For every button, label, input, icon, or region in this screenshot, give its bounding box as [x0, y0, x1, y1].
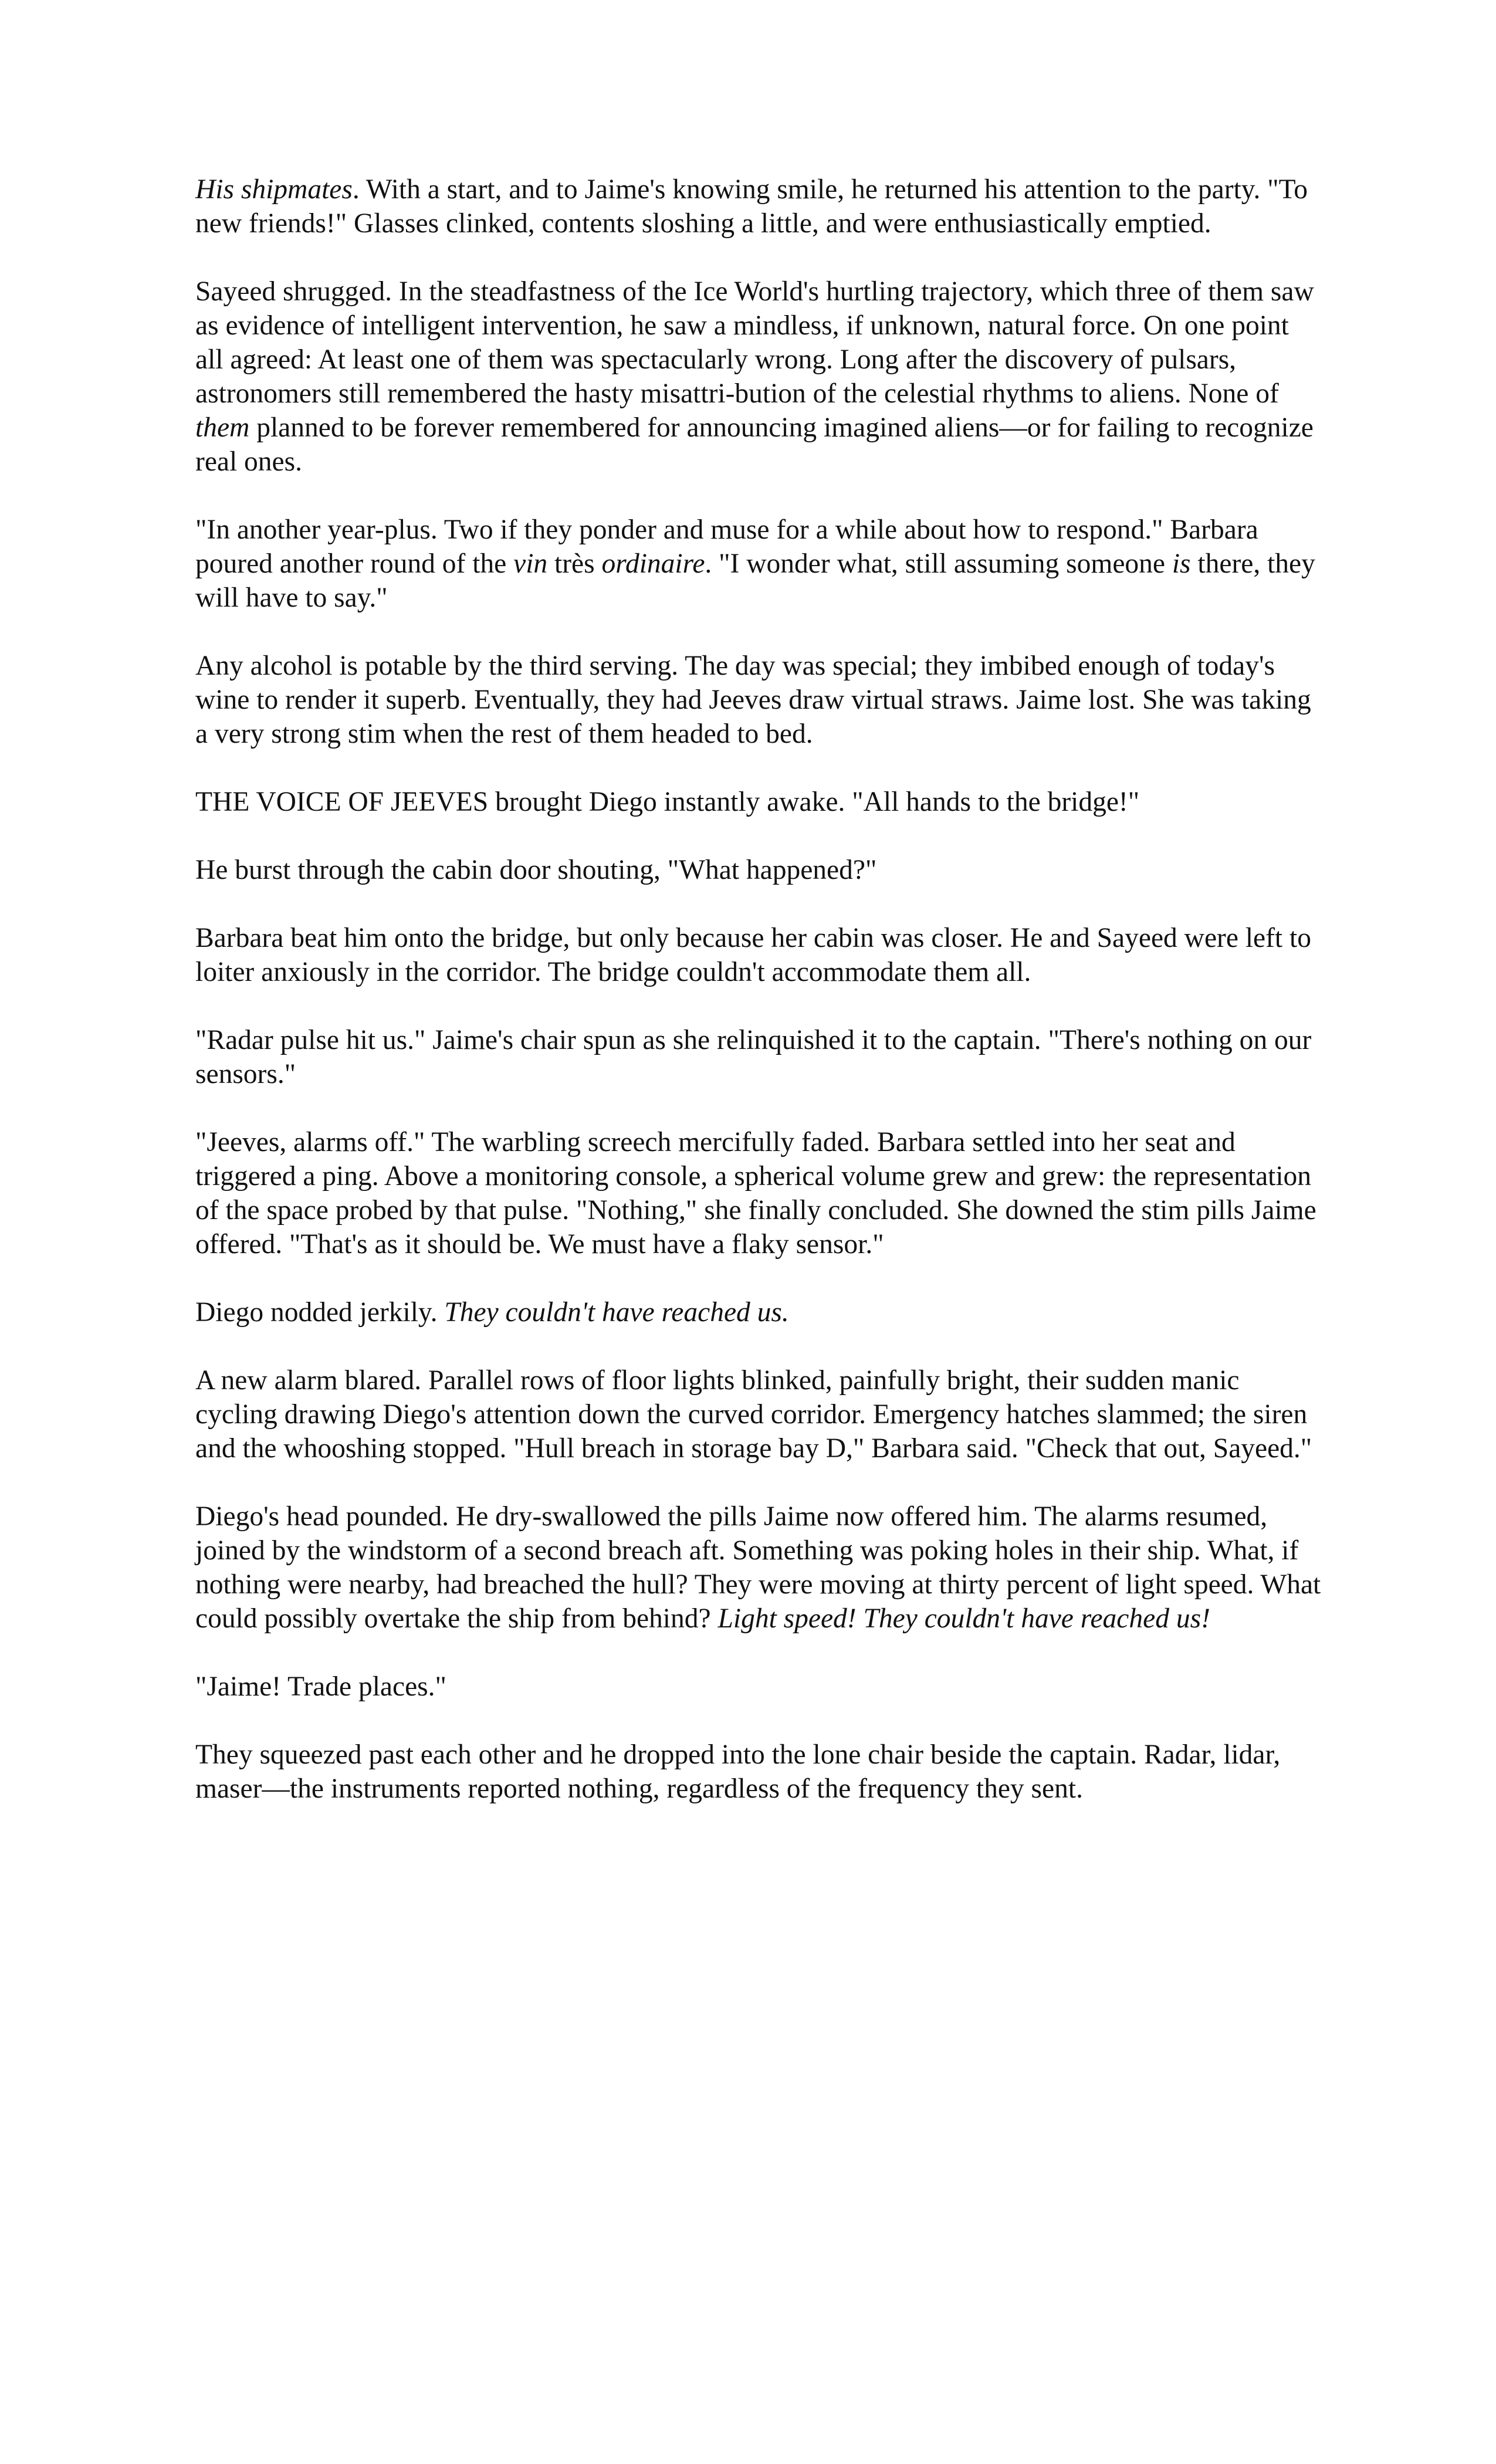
text-segment: Sayeed shrugged. In the steadfastness of the Ice World's hurtling trajectory, which three of them saw as evidence of intelligent intervention, he saw a mindless, if unknown, natural force. On one point all agreed: At least one of them was spectacularly wrong. Long after the discovery of pulsars, astronomers still remembered the hasty misattri-bution of the celestial rhythms to aliens. None of	[195, 276, 1314, 409]
italic-text-segment: vin	[513, 549, 548, 579]
italic-text-segment: is	[1172, 549, 1191, 579]
paragraph	[195, 513, 1323, 615]
paragraph	[195, 921, 1323, 989]
text-segment: there, they will have to say."	[195, 549, 1315, 613]
paragraph	[195, 785, 1323, 819]
italic-text-segment: Light speed! They couldn't have reached us!	[717, 1603, 1210, 1634]
text-segment: Barbara beat him onto the bridge, but only because her cabin was closer. He and Sayeed were left to loiter anxiously in the corridor. The bridge couldn't accommodate them all.	[195, 923, 1311, 987]
italic-text-segment: ordinaire	[601, 549, 705, 579]
text-segment: A new alarm blared. Parallel rows of floor lights blinked, painfully bright, their sudden manic cycling drawing Diego's attention down the curved corridor. Emergency hatches slammed; the siren and the whooshing stopped. "Hull breach in storage bay D," Barbara said. "Check that out, Sayeed."	[195, 1365, 1312, 1464]
italic-text-segment: them	[195, 412, 250, 443]
paragraph	[195, 1363, 1323, 1465]
text-segment: They squeezed past each other and he dropped into the lone chair beside the captain. Radar, lidar, maser—the instruments reported nothing, regardless of the frequency they sent.	[195, 1739, 1281, 1804]
text-segment: . With a start, and to Jaime's knowing smile, he returned his attention to the party. "To new friends!" Glasses clinked, contents sloshing a little, and were enthusiastically emptied.	[195, 174, 1308, 239]
paragraph	[195, 649, 1323, 751]
text-segment: . "I wonder what, still assuming someone	[705, 549, 1172, 579]
paragraph	[195, 1023, 1323, 1091]
paragraph	[195, 1670, 1323, 1704]
text-segment: planned to be forever remembered for announcing imagined aliens—or for failing to recognize real ones.	[195, 412, 1314, 477]
text-segment: Diego nodded jerkily.	[195, 1297, 445, 1328]
paragraph	[195, 1295, 1323, 1329]
paragraph	[195, 1125, 1323, 1261]
paragraph	[195, 275, 1323, 479]
paragraph	[195, 853, 1323, 887]
text-segment: "Radar pulse hit us." Jaime's chair spun as she relinquished it to the captain. "There's nothing on our sensors."	[195, 1025, 1312, 1089]
text-segment: THE VOICE OF JEEVES brought Diego instantly awake. "All hands to the bridge!"	[195, 787, 1140, 817]
italic-text-segment: They couldn't have reached us.	[444, 1297, 789, 1328]
text-segment: He burst through the cabin door shouting, "What happened?"	[195, 855, 877, 885]
paragraph	[195, 1738, 1323, 1806]
paragraph	[195, 1500, 1323, 1636]
paragraph	[195, 172, 1323, 241]
text-segment: "Jeeves, alarms off." The warbling screech mercifully faded. Barbara settled into her seat and triggered a ping. Above a monitoring console, a spherical volume grew and grew: the representation of the space probed by that pulse. "Nothing," she finally concluded. She downed the stim pills Jaime offered. "That's as it should be. We must have a flaky sensor."	[195, 1127, 1316, 1260]
text-segment: Diego's head pounded. He dry-swallowed the pills Jaime now offered him. The alarms resumed, joined by the windstorm of a second breach aft. Something was poking holes in their ship. What, if nothing were nearby, had breached the hull? They were moving at thirty percent of light speed. What could possibly overtake the ship from behind?	[195, 1501, 1321, 1634]
body-text	[195, 172, 1323, 1840]
text-segment: très	[547, 549, 602, 579]
text-segment: "Jaime! Trade places."	[195, 1671, 446, 1702]
italic-text-segment: His shipmates	[195, 174, 353, 205]
text-segment: "In another year-plus. Two if they ponder and muse for a while about how to respond." Barbara poured another round of the	[195, 515, 1258, 579]
text-segment: Any alcohol is potable by the third serving. The day was special; they imbibed enough of today's wine to render it superb. Eventually, they had Jeeves draw virtual straws. Jaime lost. She was taking a very strong stim when the rest of them headed to bed.	[195, 651, 1311, 749]
